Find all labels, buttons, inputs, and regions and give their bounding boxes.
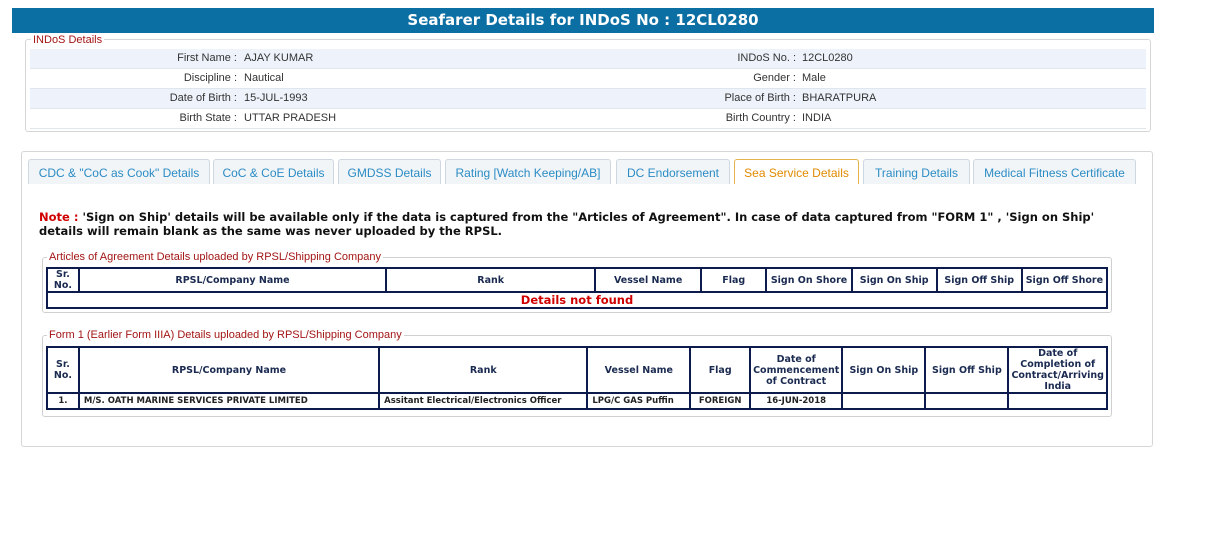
page-title: Seafarer Details for INDoS No : 12CL0280	[12, 8, 1154, 33]
form1-table	[46, 346, 1108, 410]
cell-completion	[1008, 393, 1107, 409]
col-sr-no: Sr. No.	[47, 268, 79, 292]
cell-sr-no: 1.	[47, 393, 79, 409]
first-name-value: AJAY KUMAR	[244, 52, 314, 64]
cell-sign-on-ship	[842, 393, 925, 409]
dob-value: 15-JUL-1993	[244, 92, 308, 104]
table-header-row	[47, 347, 1107, 393]
discipline-value: Nautical	[244, 72, 284, 84]
cell-rank: Assitant Electrical/Electronics Officer	[379, 393, 587, 409]
birth-state-value: UTTAR PRADESH	[244, 112, 337, 124]
col-vessel-name: Vessel Name	[595, 268, 701, 292]
col-sign-off-ship: Sign Off Ship	[937, 268, 1022, 292]
first-name-label: First Name :	[177, 52, 237, 64]
indos-no-value: 12CL0280	[802, 52, 853, 64]
place-of-birth-label: Place of Birth :	[724, 92, 796, 104]
cell-vessel-name: LPG/C GAS Puffin	[587, 393, 690, 409]
cell-sign-off-ship	[925, 393, 1008, 409]
tab-medical-fitness[interactable]: Medical Fitness Certificate	[973, 159, 1136, 184]
cell-flag: FOREIGN	[690, 393, 750, 409]
tab-coc-coe-details[interactable]: CoC & CoE Details	[213, 159, 334, 184]
gender-label: Gender :	[753, 72, 796, 84]
articles-table	[46, 267, 1108, 309]
indos-details-legend: INDoS Details	[33, 34, 103, 46]
birth-country-value: INDIA	[802, 112, 832, 124]
table-row	[47, 393, 1107, 409]
col-sign-off-shore: Sign Off Shore	[1022, 268, 1107, 292]
tab-sea-service-details[interactable]: Sea Service Details	[734, 159, 859, 184]
form1-section	[42, 329, 1112, 417]
articles-legend: Articles of Agreement Details uploaded by RPSL/Shipping Company	[49, 251, 382, 263]
discipline-label: Discipline :	[183, 72, 237, 84]
birth-country-label: Birth Country :	[725, 112, 796, 124]
indos-row	[30, 109, 1146, 129]
gender-value: Male	[802, 72, 826, 84]
col-sign-on-ship: Sign On Ship	[842, 347, 925, 393]
table-row	[47, 292, 1107, 308]
col-rank: Rank	[379, 347, 587, 393]
col-sign-on-ship: Sign On Ship	[852, 268, 937, 292]
col-company-name: RPSL/Company Name	[79, 347, 379, 393]
note-text: 'Sign on Ship' details will be available only if the data is captured from the "Articles of Agreement". In case of data captured from "FORM 1" , 'Sign on Ship' details will remain blank as the same was never uploaded by the RPSL.	[39, 210, 1095, 238]
tab-cdc-details[interactable]: CDC & "CoC as Cook" Details	[28, 159, 210, 184]
col-sign-on-shore: Sign On Shore	[766, 268, 851, 292]
place-of-birth-value: BHARATPURA	[802, 92, 877, 104]
cell-company-name: M/S. OATH MARINE SERVICES PRIVATE LIMITED	[79, 393, 379, 409]
col-vessel-name: Vessel Name	[587, 347, 690, 393]
indos-row	[30, 69, 1146, 89]
form1-legend: Form 1 (Earlier Form IIIA) Details uploaded by RPSL/Shipping Company	[49, 329, 402, 341]
col-sr-no: Sr. No.	[47, 347, 79, 393]
tab-training-details[interactable]: Training Details	[863, 159, 970, 184]
col-flag: Flag	[690, 347, 750, 393]
sign-on-note	[39, 210, 1119, 238]
col-flag: Flag	[701, 268, 766, 292]
cell-commencement: 16-JUN-2018	[750, 393, 842, 409]
tab-gmdss-details[interactable]: GMDSS Details	[338, 159, 441, 184]
col-company-name: RPSL/Company Name	[79, 268, 386, 292]
col-sign-off-ship: Sign Off Ship	[925, 347, 1008, 393]
table-header-row	[47, 268, 1107, 292]
details-tabs-panel	[21, 151, 1153, 447]
indos-no-label: INDoS No. :	[737, 52, 796, 64]
dob-label: Date of Birth :	[169, 92, 237, 104]
tab-rating-details[interactable]: Rating [Watch Keeping/AB]	[445, 159, 611, 184]
indos-details-panel	[25, 34, 1151, 132]
indos-row	[30, 49, 1146, 69]
note-label: Note :	[39, 210, 79, 224]
articles-section	[42, 251, 1112, 313]
col-completion: Date of Completion of Contract/Arriving India	[1008, 347, 1107, 393]
col-rank: Rank	[386, 268, 595, 292]
indos-row	[30, 89, 1146, 109]
details-not-found: Details not found	[47, 292, 1107, 308]
tab-dc-endorsement[interactable]: DC Endorsement	[616, 159, 730, 184]
birth-state-label: Birth State :	[179, 112, 237, 124]
col-commencement: Date of Commencement of Contract	[750, 347, 842, 393]
